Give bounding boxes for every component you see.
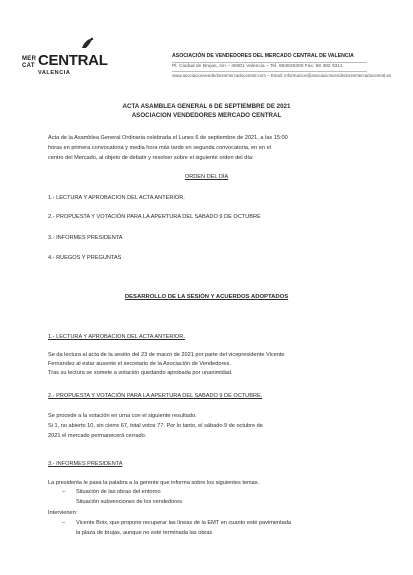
section-2-text: Se procede a la votación en urna con el siguiente resultado. (48, 413, 197, 419)
association-name: ASOCIACIÓN DE VENDEDORES DEL MERCADO CENTRAL DE VALENCIA (172, 53, 354, 59)
section-3-intervienen: Intervienen: (48, 510, 78, 516)
section-3-bullet: Situación de las obras del entorno (76, 489, 161, 495)
document-subtitle: ASOCIACION VENDEDORES MERCADO CENTRAL (131, 112, 282, 119)
section-1-text: Fernandez al estar ausente el secretario de la Asociación de Vendedores. (48, 361, 231, 367)
orden-item: 3.- INFORMES PRESIDENTA (48, 235, 123, 241)
section-3-bullet: Situación subvenciones de los vendedores (76, 499, 183, 505)
desarrollo-heading: DESARROLLO DE LA SESIÓN Y ACUERDOS ADOPTADOS (124, 294, 289, 300)
section-3-bullet: la plaza de brujas, aunque no esté terminada las obras (76, 530, 213, 536)
intro-line: Acta de la Asamblea General Ordinaria celebrada el Lunes 6 de septiembre de 2021, a las 15:00 (48, 135, 288, 141)
orden-item: 2.- PROPUESTA Y VOTACIÓN PARA LA APERTURA DEL SABADO 9 DE OCTUBRE (48, 214, 261, 220)
association-address: Pl. Ciudad de Brujas, s/n – 46001 Valencia – Tel. 963829300 Fax. 96 382 9311 (172, 64, 343, 69)
association-header (172, 53, 382, 60)
section-3-heading: 3.- INFORMES PRESIDENTA (48, 461, 123, 467)
section-1-text: Tras su lectura se somete a votación quedando aprobada por unanimidad. (48, 370, 233, 376)
logo-mer: MER (22, 56, 37, 62)
document-title: ACTA ASAMBLEA GENERAL 6 DE SEPTIEMBRE DE 2021 (122, 103, 291, 110)
bird-icon (80, 36, 96, 52)
logo-central: CENTRAL (38, 52, 108, 69)
bullet-dash: – (62, 520, 66, 526)
section-3-bullet: Vicente Boix, que propone recuperar las líneas de la EMT en cuanto esté pavimentada (76, 520, 291, 526)
section-2-heading: 2.- PROPUESTA Y VOTACIÓN PARA LA APERTURA DEL SABADO 9 DE OCTUBRE. (48, 393, 263, 399)
intro-line: horas en primera convocatoria y media hora más tarde en segunda convocatoria, en en el (48, 145, 271, 151)
association-web: www.asociacionvendedoresmercadocentral.com – Email: informacion@asociacionvendedoresmercadocentral.es (172, 73, 392, 78)
orden-item: 1.- LECTURA Y APROBACION DEL ACTA ANTERIOR. (48, 195, 185, 201)
orden-heading: ORDEN DEL DÍA (184, 174, 229, 180)
bullet-dash: – (62, 489, 66, 495)
logo-valencia: VALENCIA (38, 70, 71, 76)
orden-item: 4.- RUEGOS Y PREGUNTAS (48, 255, 122, 261)
mercado-central-logo (22, 36, 122, 84)
section-2-text: Si 1, no abierto 10, sin cierre 67, total votos 77. Por lo tanto, el sábado 9 de octubre de (48, 423, 263, 429)
section-1-text: Se da lectura al acta de la sesión del 23 de marzo de 2021 por parte del vicepresidente Vicente (48, 352, 285, 358)
intro-line: centro del Mercado, al objeto de debatir y resolver sobre el siguiente orden del día: (48, 155, 254, 161)
section-3-text: La presidenta le pasa la palabra a la gerente que informa sobre los siguientes temas. (48, 480, 260, 486)
section-1-heading: 1.- LECTURA Y APROBACION DEL ACTA ANTERIOR. (48, 334, 185, 340)
section-2-text: 2021 el mercado permanecerá cerrado. (48, 433, 147, 439)
logo-cat: CAT (22, 63, 35, 69)
